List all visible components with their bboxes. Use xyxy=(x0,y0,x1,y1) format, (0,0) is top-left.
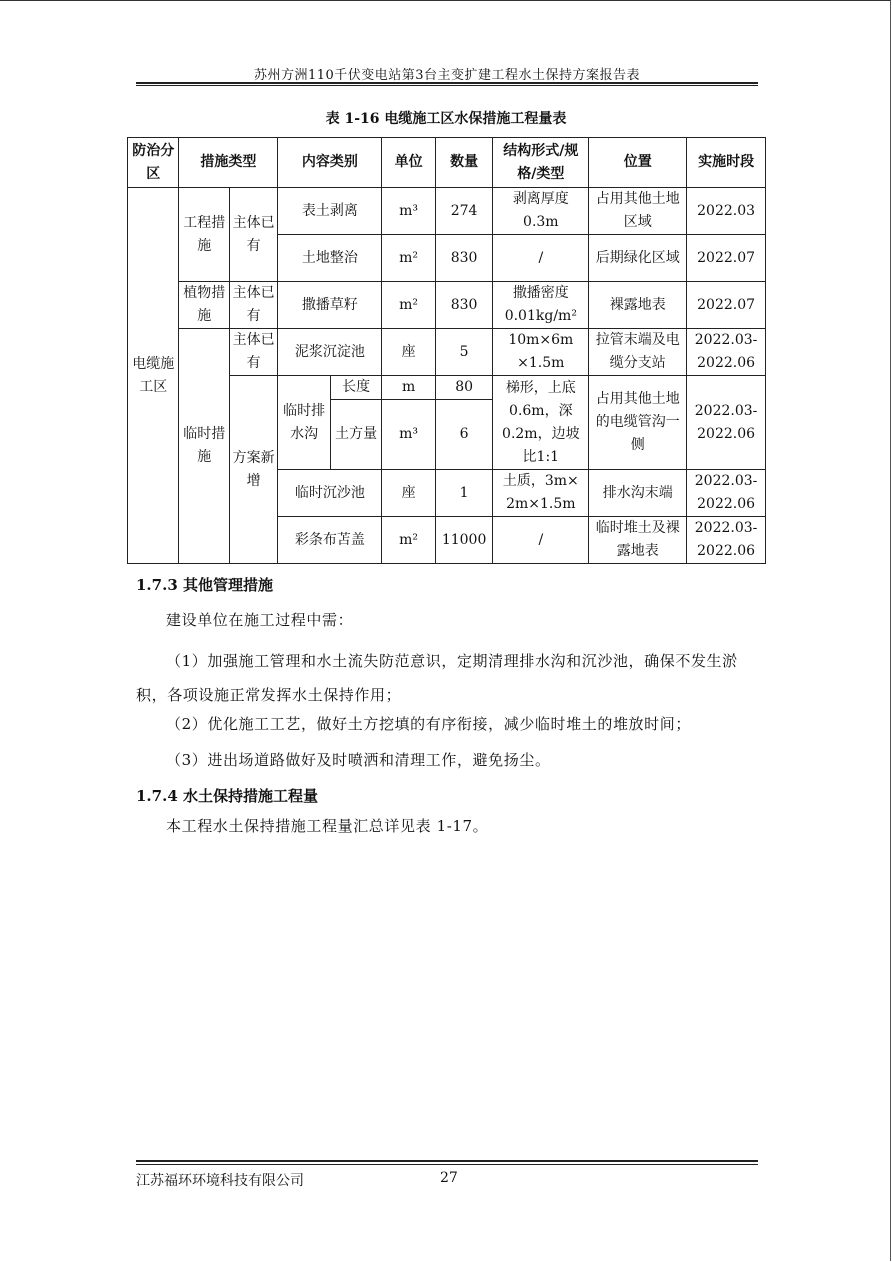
header-rule-thin xyxy=(136,85,758,86)
unit-cell: m² xyxy=(382,282,436,329)
location-cell: 占用其他土地区域 xyxy=(589,188,687,235)
unit-cell: m² xyxy=(382,235,436,282)
time-cell: 2022.03-2022.06 xyxy=(687,517,766,564)
spec-cell: / xyxy=(493,517,589,564)
group-temp: 临时措施 xyxy=(179,329,229,564)
spec-cell: 10m×6m ×1.5m xyxy=(493,329,589,376)
group-main-existing: 主体已有 xyxy=(229,329,277,376)
table-row xyxy=(128,188,766,235)
table-caption: 表 1-16 电缆施工区水保措施工程量表 xyxy=(325,111,567,127)
group-engineering: 工程措施 xyxy=(179,188,229,282)
unit-cell: m³ xyxy=(382,188,436,235)
group-main-existing: 主体已有 xyxy=(229,188,277,282)
content-cell: 临时沉沙池 xyxy=(278,470,382,517)
time-cell: 2022.03-2022.06 xyxy=(687,376,766,470)
header-content: 内容类别 xyxy=(278,138,382,188)
location-cell: 裸露地表 xyxy=(589,282,687,329)
unit-cell: m xyxy=(382,376,436,400)
header-rule xyxy=(136,82,758,84)
qty-cell: 830 xyxy=(435,282,493,329)
content-cell: 撒播草籽 xyxy=(278,282,382,329)
qty-cell: 11000 xyxy=(435,517,493,564)
table-row xyxy=(128,282,766,329)
header-type: 措施类型 xyxy=(179,138,278,188)
header-location: 位置 xyxy=(589,138,687,188)
unit-cell: 座 xyxy=(382,470,436,517)
qty-cell: 274 xyxy=(435,188,493,235)
header-zone: 防治分区 xyxy=(128,138,179,188)
zone-cell: 电缆施工区 xyxy=(128,188,179,564)
spec-cell: 撒播密度0.01kg/m² xyxy=(493,282,589,329)
group-plant: 植物措施 xyxy=(179,282,229,329)
time-cell: 2022.07 xyxy=(687,235,766,282)
spec-cell: 剥离厚度0.3m xyxy=(493,188,589,235)
header-qty: 数量 xyxy=(435,138,493,188)
section-173-item-1: （1）加强施工管理和水土流失防范意识，定期清理排水沟和沉沙池，确保不发生淤积，各项设施正常发挥水土保持作用； xyxy=(136,652,738,704)
qty-cell: 80 xyxy=(435,376,493,400)
section-heading-174: 1.7.4 水土保持措施工程量 xyxy=(136,787,318,805)
group-main-existing: 主体已有 xyxy=(229,282,277,329)
location-cell: 排水沟末端 xyxy=(589,470,687,517)
header-unit: 单位 xyxy=(382,138,436,188)
location-cell: 后期绿化区域 xyxy=(589,235,687,282)
qty-cell: 1 xyxy=(435,470,493,517)
section-heading-173: 1.7.3 其他管理措施 xyxy=(136,576,273,594)
time-cell: 2022.03-2022.06 xyxy=(687,329,766,376)
location-cell: 拉管末端及电缆分支站 xyxy=(589,329,687,376)
group-plan-new: 方案新增 xyxy=(229,376,277,564)
location-cell: 占用其他土地的电缆管沟一侧 xyxy=(589,376,687,470)
spec-cell: / xyxy=(493,235,589,282)
section-174-text: 本工程水土保持措施工程量汇总详见表 1-17。 xyxy=(166,817,489,835)
page-number: 27 xyxy=(440,1170,458,1186)
time-cell: 2022.03-2022.06 xyxy=(687,470,766,517)
running-header: 苏州方洲110千伏变电站第3台主变扩建工程水土保持方案报告表 xyxy=(253,68,641,83)
group-ditch: 临时排水沟 xyxy=(278,376,330,470)
time-cell: 2022.07 xyxy=(687,282,766,329)
spec-cell: 土质，3m× 2m×1.5m xyxy=(493,470,589,517)
qty-cell: 6 xyxy=(435,400,493,470)
section-173-intro: 建设单位在施工过程中需： xyxy=(166,611,354,629)
table-header-row xyxy=(128,138,766,188)
content-cell: 土地整治 xyxy=(278,235,382,282)
spec-cell: 梯形，上底0.6m，深0.2m，边坡比1:1 xyxy=(493,376,589,470)
time-cell: 2022.03 xyxy=(687,188,766,235)
qty-cell: 830 xyxy=(435,235,493,282)
unit-cell: m³ xyxy=(382,400,436,470)
location-cell: 临时堆土及裸露地表 xyxy=(589,517,687,564)
header-time: 实施时段 xyxy=(687,138,766,188)
unit-cell: 座 xyxy=(382,329,436,376)
footer-rule xyxy=(136,1160,758,1162)
content-cell: 表土剥离 xyxy=(278,188,382,235)
content-cell: 泥浆沉淀池 xyxy=(278,329,382,376)
content-cell: 土方量 xyxy=(330,400,381,470)
table-row xyxy=(128,329,766,376)
section-173-item-2: （2）优化施工工艺，做好土方挖填的有序衔接，减少临时堆土的堆放时间； xyxy=(166,715,691,733)
content-cell: 长度 xyxy=(330,376,381,400)
section-173-item-3: （3）进出场道路做好及时喷洒和清理工作，避免扬尘。 xyxy=(166,751,551,769)
footer-company: 江苏福环环境科技有限公司 xyxy=(136,1173,304,1189)
qty-cell: 5 xyxy=(435,329,493,376)
header-spec: 结构形式/规格/类型 xyxy=(493,138,589,188)
footer-rule-thin xyxy=(136,1164,758,1165)
measures-table xyxy=(127,137,766,564)
content-cell: 彩条布苫盖 xyxy=(278,517,382,564)
unit-cell: m² xyxy=(382,517,436,564)
